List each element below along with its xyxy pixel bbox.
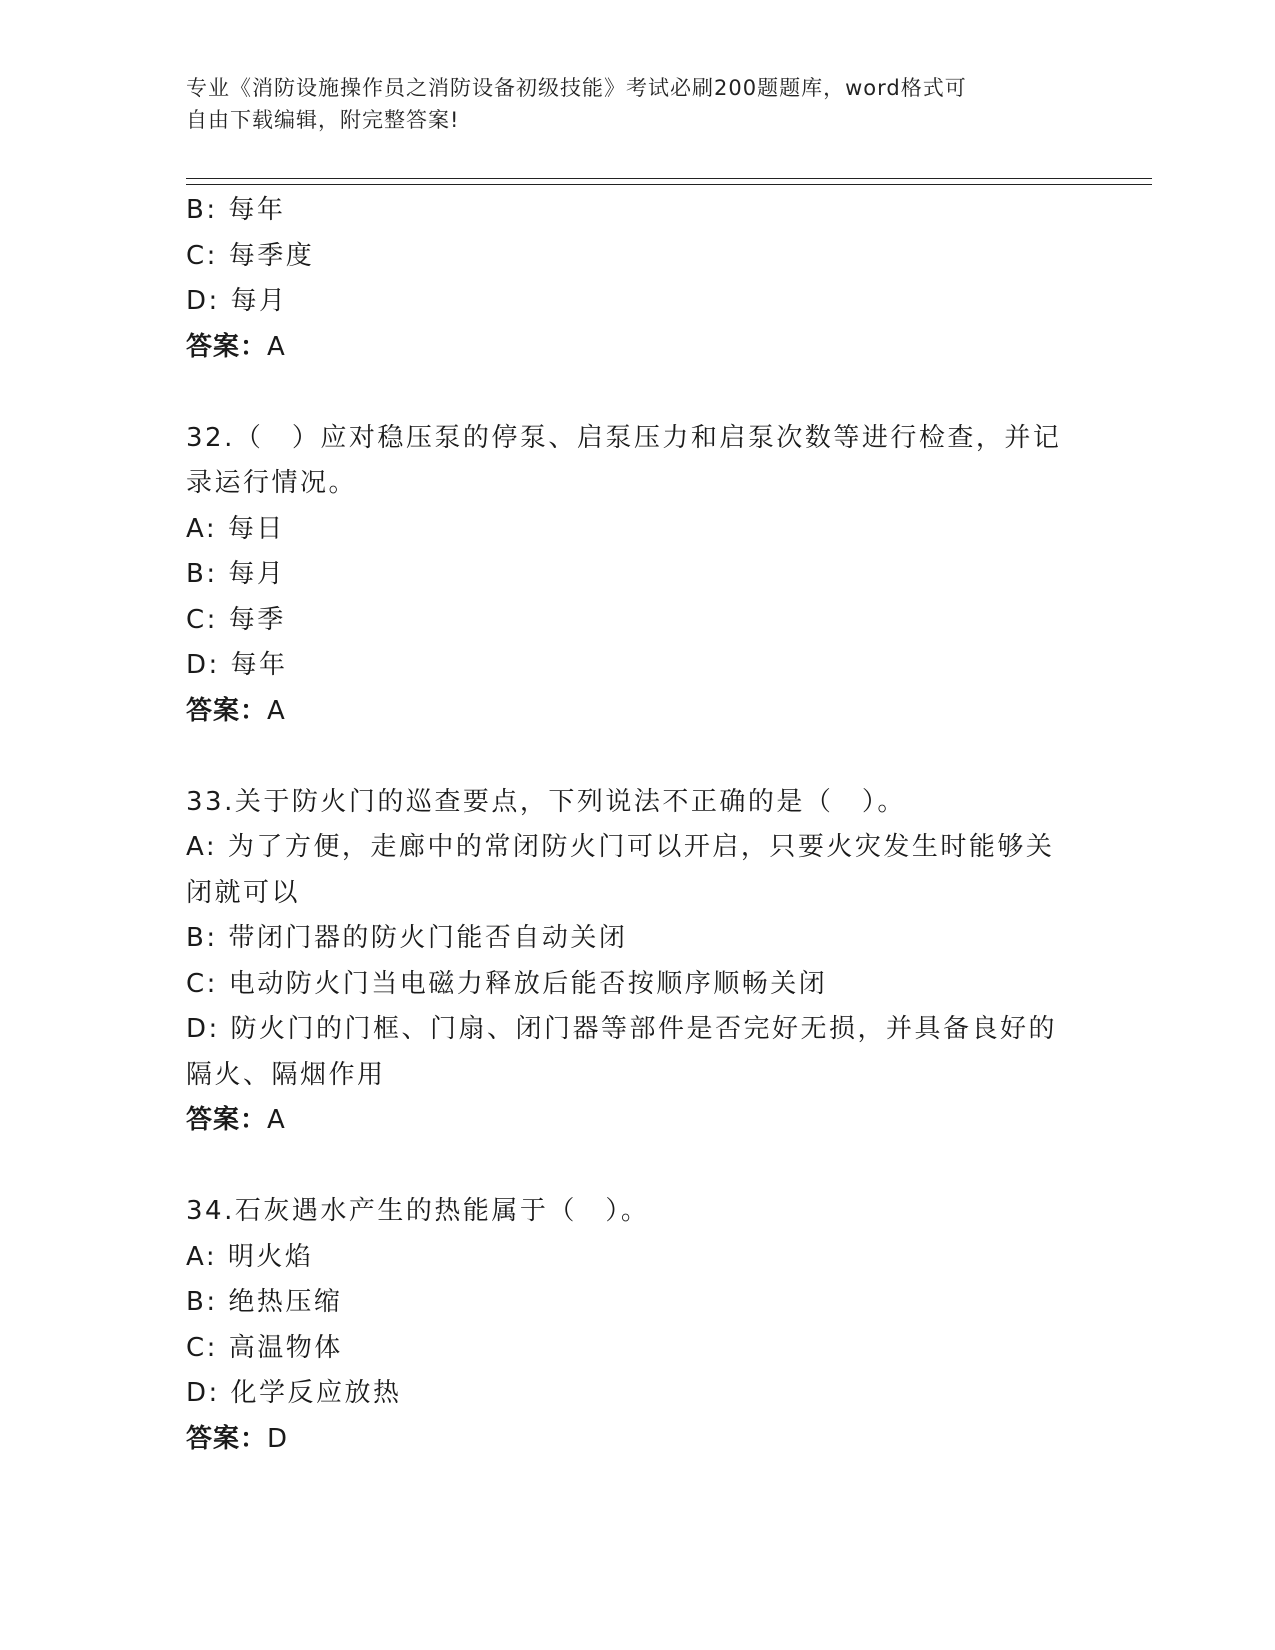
option-text: 防火门的门框、门扇、闭门器等部件是否完好无损，并具备良好的	[230, 1014, 1058, 1044]
answer-line	[186, 1098, 1066, 1144]
option-letter: A:	[186, 832, 218, 862]
answer-line	[186, 1417, 1066, 1463]
answer-label: 答案：	[186, 1105, 268, 1135]
question-34	[186, 1189, 1066, 1462]
option-letter: B:	[186, 559, 218, 589]
option-text: 每季度	[228, 240, 315, 271]
answer-label: 答案：	[186, 695, 268, 726]
option-b	[186, 188, 1066, 234]
document-body	[186, 188, 1066, 1462]
spacer	[186, 734, 1066, 780]
option-c	[186, 234, 1066, 280]
option-d	[186, 1007, 1066, 1053]
spacer	[186, 370, 1066, 416]
option-c	[186, 598, 1066, 644]
spacer	[186, 1144, 1066, 1190]
header-line-1: 专业《消防设施操作员之消防设备初级技能》考试必刷200题题库，word格式可	[186, 76, 967, 100]
option-text: 带闭门器的防火门能否自动关闭	[228, 923, 628, 953]
option-text: 为了方便，走廊中的常闭防火门可以开启，只要火灾发生时能够关	[227, 832, 1055, 862]
answer-label: 答案：	[186, 331, 268, 362]
answer-label: 答案：	[186, 1423, 268, 1454]
answer-value: D	[267, 1423, 290, 1454]
option-letter: C:	[186, 240, 218, 271]
option-text: 化学反应放热	[230, 1378, 402, 1408]
question-stem-cont: 录运行情况。	[186, 468, 358, 498]
option-b	[186, 916, 1066, 962]
document-header	[186, 72, 1066, 136]
question-stem: 32.（ ）应对稳压泵的停泵、启泵压力和启泵次数等进行检查，并记	[186, 422, 1062, 453]
option-letter: A:	[186, 513, 218, 544]
option-letter: D:	[186, 1014, 220, 1044]
question-33	[186, 780, 1066, 1144]
option-text: 每季	[228, 604, 286, 635]
option-text: 每年	[228, 195, 286, 225]
question-31-tail	[186, 188, 1066, 370]
option-letter: A:	[186, 1241, 218, 1272]
option-b	[186, 552, 1066, 598]
option-text: 明火焰	[227, 1241, 314, 1272]
option-text: 每日	[227, 513, 285, 544]
answer-line	[186, 325, 1066, 371]
option-d	[186, 1371, 1066, 1417]
option-d-cont: 隔火、隔烟作用	[186, 1059, 386, 1090]
option-letter: C:	[186, 1332, 218, 1363]
option-a-cont: 闭就可以	[186, 877, 301, 908]
option-letter: B:	[186, 923, 218, 953]
option-d	[186, 279, 1066, 325]
header-rule-top	[186, 178, 1152, 179]
option-c	[186, 1326, 1066, 1372]
answer-value: A	[267, 695, 288, 726]
answer-value: A	[267, 1105, 288, 1135]
header-line-2: 自由下载编辑，附完整答案!	[186, 108, 460, 132]
option-letter: D:	[186, 1378, 220, 1408]
option-letter: D:	[186, 650, 220, 680]
option-letter: C:	[186, 604, 218, 635]
option-text: 电动防火门当电磁力释放后能否按顺序顺畅关闭	[228, 968, 828, 999]
question-stem: 34.石灰遇水产生的热能属于（ ）。	[186, 1196, 650, 1226]
option-text: 高温物体	[228, 1332, 343, 1363]
option-a	[186, 1235, 1066, 1281]
option-text: 每年	[230, 650, 288, 680]
option-c	[186, 962, 1066, 1008]
option-letter: C:	[186, 968, 218, 999]
option-b	[186, 1280, 1066, 1326]
option-a	[186, 825, 1066, 871]
option-text: 每月	[230, 286, 288, 316]
answer-value: A	[267, 331, 288, 362]
header-rule-bottom	[186, 184, 1152, 185]
answer-line	[186, 689, 1066, 735]
option-letter: D:	[186, 286, 220, 316]
option-a	[186, 507, 1066, 553]
option-letter: B:	[186, 195, 218, 225]
question-stem: 33.关于防火门的巡查要点，下列说法不正确的是（ ）。	[186, 786, 906, 817]
option-text: 每月	[228, 559, 286, 589]
question-32	[186, 416, 1066, 735]
option-d	[186, 643, 1066, 689]
option-text: 绝热压缩	[228, 1287, 343, 1317]
option-letter: B:	[186, 1287, 218, 1317]
